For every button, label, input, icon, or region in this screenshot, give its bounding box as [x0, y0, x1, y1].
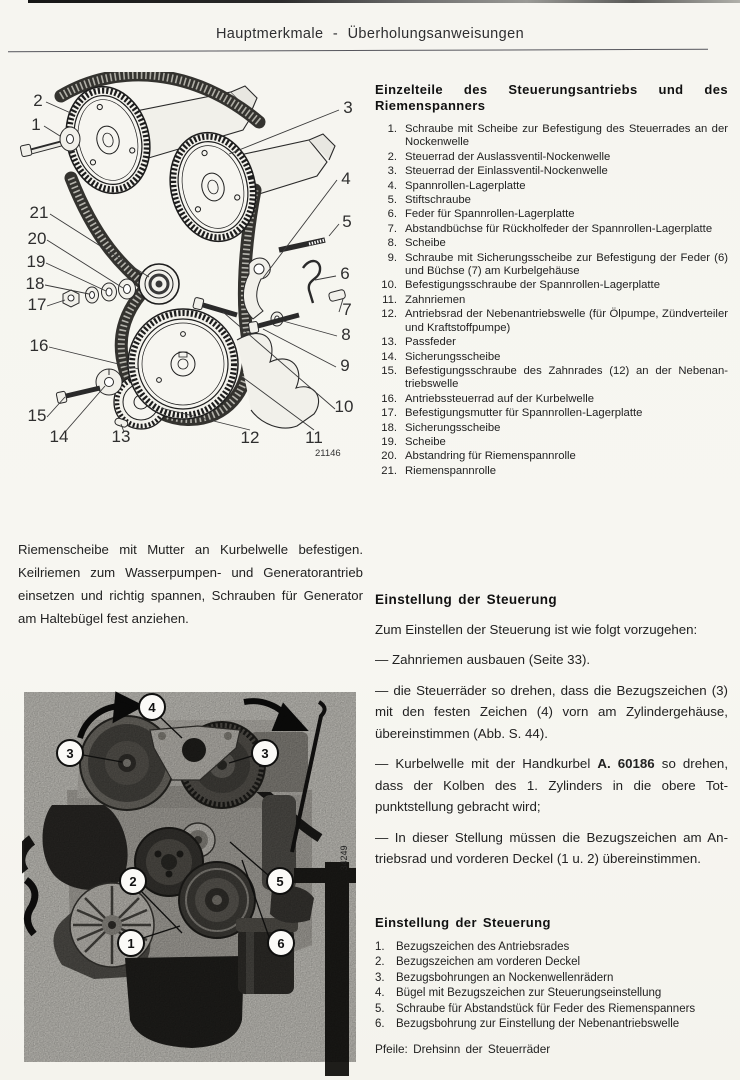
parts-list-item	[375, 194, 728, 207]
item-text: Schraube für Abstandstück für Feder des Riemenspanners	[396, 1002, 696, 1015]
item-text: Spannrollen-Lagerplatte	[405, 179, 526, 192]
callout-number: 21	[29, 203, 49, 222]
callout-number: 16	[29, 336, 49, 355]
parts-list-item	[375, 436, 728, 449]
item-text: Bezugsbohrung zur Einstellung der Nebenantriebswelle	[396, 1018, 680, 1031]
parts-list-item	[375, 180, 728, 193]
svg-text:3: 3	[66, 746, 74, 761]
item-text: Scheibe	[405, 435, 446, 448]
callout-number: 9	[340, 356, 350, 375]
item-text: Bezugszeichen am vorderen Deckel	[396, 956, 581, 969]
parts-section-title: Einzelteile des Steuerungsantriebs und des Riemenspanners	[375, 82, 728, 113]
parts-list-item	[375, 123, 728, 150]
callout-number: 18	[25, 274, 45, 293]
parts-list-item	[375, 422, 728, 435]
callout-number: 15	[27, 406, 47, 425]
parts-list-item	[375, 223, 728, 236]
callout-number: 17	[27, 295, 47, 314]
svg-text:6: 6	[277, 936, 285, 951]
item-text: Scheibe	[405, 237, 446, 250]
callout-circle	[268, 930, 294, 956]
callout-number: 4	[341, 169, 351, 188]
item-number: 16.	[381, 392, 397, 405]
callout-number: 20	[27, 229, 47, 248]
header-rule	[8, 49, 708, 52]
callout-circle	[120, 868, 146, 894]
parts-list-item	[375, 465, 728, 478]
parts-list-item	[375, 336, 728, 349]
item-number: 1.	[375, 940, 385, 953]
item-number: 1.	[387, 123, 397, 135]
callout-number: 6	[340, 264, 350, 283]
crankshaft-webs	[237, 334, 319, 429]
item-text: Befestigungsschraube des Zahnrades (12) an der Nebenantriebswelle	[405, 364, 728, 391]
tensioner-hardware	[63, 279, 136, 307]
parts-list-item	[375, 365, 728, 392]
callout-number: 11	[305, 428, 323, 447]
figure-engine-front-photo	[22, 690, 362, 1080]
legend-item	[375, 971, 735, 987]
parts-list-item	[375, 450, 728, 463]
item-text: Befestigungsmutter für Spannrollen-Lagerplatte	[405, 407, 643, 420]
item-number: 17.	[381, 407, 397, 420]
figure1-number: 21146	[315, 448, 341, 459]
item-text: Abstandbüchse für Rückholfeder der Spannrollen-Lagerplatte	[405, 222, 713, 235]
parts-list	[375, 123, 728, 478]
legend-item	[375, 986, 735, 1002]
item-text: Sicherungsscheibe	[405, 350, 501, 363]
legend-item	[375, 1017, 735, 1033]
parts-list-item	[375, 308, 728, 335]
callout-circle	[57, 740, 83, 766]
timing-intro: Zum Einstellen der Steuerung ist wie folgt vorzugehen:	[375, 621, 698, 637]
svg-text:2: 2	[129, 874, 137, 889]
parts-list-item	[375, 165, 728, 178]
parts-list-item	[375, 237, 728, 250]
item-number: 5.	[387, 194, 397, 207]
crankshaft-timing-gear	[128, 309, 238, 419]
parts-list-item	[375, 407, 728, 420]
legend-item	[375, 940, 735, 956]
step-text: — Kurbelwelle mit der Handkurbel	[375, 756, 598, 771]
tool-number: A. 60186	[597, 756, 655, 771]
item-number: 5.	[375, 1002, 385, 1015]
item-text: Sicherungsscheibe	[405, 421, 501, 434]
scan-edge-artifact	[28, 0, 740, 3]
item-text: Steuerrad der Auslassventil-Nockenwelle	[405, 150, 611, 163]
item-number: 2.	[375, 956, 385, 969]
parts-list-item	[375, 279, 728, 292]
timing-adjustment-section	[375, 592, 728, 879]
item-number: 7.	[387, 222, 397, 235]
callout-circle	[139, 694, 165, 720]
item-text: Antriebssteuerrad auf der Kurbelwelle	[405, 392, 595, 405]
item-number: 6.	[375, 1018, 385, 1031]
callout-number: 8	[341, 325, 351, 344]
tensioner-pulley	[139, 264, 179, 304]
item-number: 3.	[375, 971, 385, 984]
callout-number: 5	[342, 212, 352, 231]
item-text: Bügel mit Bezugszeichen zur Steuerungseinstellung	[396, 987, 662, 1000]
parts-list-item	[375, 208, 728, 221]
item-number: 18.	[381, 421, 397, 434]
item-text: Antriebsrad der Nebenantriebswelle (für Ölpumpe, Zündverteiler und Kraftstoffpumpe)	[405, 308, 728, 334]
callout-circle	[118, 930, 144, 956]
item-number: 3.	[387, 165, 397, 178]
item-text: Bezugsbohrungen an Nockenwellenrädern	[396, 971, 614, 984]
timing-section-title: Einstellung der Steuerung	[375, 592, 558, 607]
item-text: Bezugszeichen des Antriebsrades	[396, 940, 570, 953]
item-text: Steuerrad der Einlassventil-Nockenwelle	[405, 165, 608, 178]
item-number: 15.	[381, 364, 397, 377]
step-text: so drehen, dass der Kolben des 1. Zylinders in die obere Totpunktstellung gebracht wird;	[375, 756, 729, 814]
timing-step	[375, 753, 728, 818]
item-number: 9.	[387, 251, 397, 264]
item-number: 4.	[387, 179, 397, 192]
item-number: 14.	[381, 350, 397, 363]
callout-number: 2	[33, 91, 43, 110]
parts-list-item	[375, 351, 728, 364]
legend-list	[375, 940, 735, 1034]
parts-list-item	[375, 294, 728, 307]
callout-circle	[252, 740, 278, 766]
item-text: Stiftschraube	[405, 194, 471, 207]
callout-number: 14	[49, 427, 69, 446]
belt-installation-paragraph: Riemenscheibe mit Mutter an Kurbelwelle befestigen. Keilriemen zum Wasserpumpen- und Generatorantrieb einsetzen und richtig spannen, Schrauben für Generator am Haltebügel fest anziehen.	[18, 542, 363, 626]
callout-number: 10	[334, 397, 354, 416]
item-text: Zahnriemen	[405, 293, 466, 306]
legend-section	[375, 915, 735, 1056]
svg-text:1: 1	[127, 936, 135, 951]
item-number: 21.	[381, 464, 397, 477]
svg-text:3: 3	[261, 746, 269, 761]
parts-list-item	[375, 252, 728, 279]
parts-list-item	[375, 393, 728, 406]
svg-text:4: 4	[148, 700, 156, 715]
figure-exploded-timing-drive	[13, 72, 365, 474]
item-text: Passfeder	[405, 336, 456, 349]
item-number: 13.	[381, 336, 397, 349]
item-number: 11.	[382, 293, 397, 306]
item-number: 10.	[381, 279, 397, 292]
timing-step: — Zahnriemen ausbauen (Seite 33).	[375, 652, 591, 667]
item-text: Riemenspannrolle	[405, 464, 497, 477]
legend-item	[375, 955, 735, 971]
callout-number: 3	[343, 98, 353, 117]
figure2-number: 34249	[339, 845, 349, 871]
callout-number: 7	[342, 300, 352, 319]
timing-step: — die Steuerräder so drehen, dass die Bezugszeichen (3) mit den festen Zeichen (4) vorn am Zylindergehäuse, übereinstimmen (Abb. S. 44).	[375, 682, 728, 741]
item-number: 8.	[387, 237, 397, 250]
item-text: Befestigungsschraube der Spannrollen-Lagerplatte	[405, 279, 660, 292]
item-text: Schraube mit Sicherungsscheibe zur Befestigung der Feder (6) und Büchse (7) am Kurbelgehäuse	[405, 251, 728, 278]
legend-section-title: Einstellung der Steuerung	[375, 915, 551, 930]
callout-number: 1	[31, 115, 41, 134]
item-number: 6.	[387, 208, 397, 221]
item-text: Schraube mit Scheibe zur Befestigung des Steuerrades an der Nockenwelle	[405, 123, 728, 149]
item-text: Feder für Spannrollen-Lagerplatte	[405, 208, 575, 221]
parts-list-item	[375, 151, 728, 164]
legend-note: Pfeile: Drehsinn der Steuerräder	[375, 1042, 551, 1057]
callout-number: 12	[240, 428, 260, 447]
item-text: Abstandring für Riemenspannrolle	[405, 450, 576, 463]
item-number: 4.	[375, 987, 385, 1000]
item-number: 12.	[381, 308, 397, 321]
callout-circle	[267, 868, 293, 894]
page-header-title: Hauptmerkmale - Überholungsanweisungen	[215, 26, 525, 42]
callout-number: 19	[26, 252, 46, 271]
item-number: 20.	[381, 450, 397, 463]
item-number: 19.	[381, 435, 397, 448]
timing-step: — In dieser Stellung müssen die Bezugszeichen am Antriebsrad und vorderen Deckel (1 u. 2) übereinstimmen.	[375, 829, 728, 866]
item-number: 2.	[387, 150, 397, 163]
legend-item	[375, 1002, 735, 1018]
callout-number: 13	[111, 427, 131, 446]
svg-text:5: 5	[276, 874, 284, 889]
parts-section	[375, 82, 728, 479]
